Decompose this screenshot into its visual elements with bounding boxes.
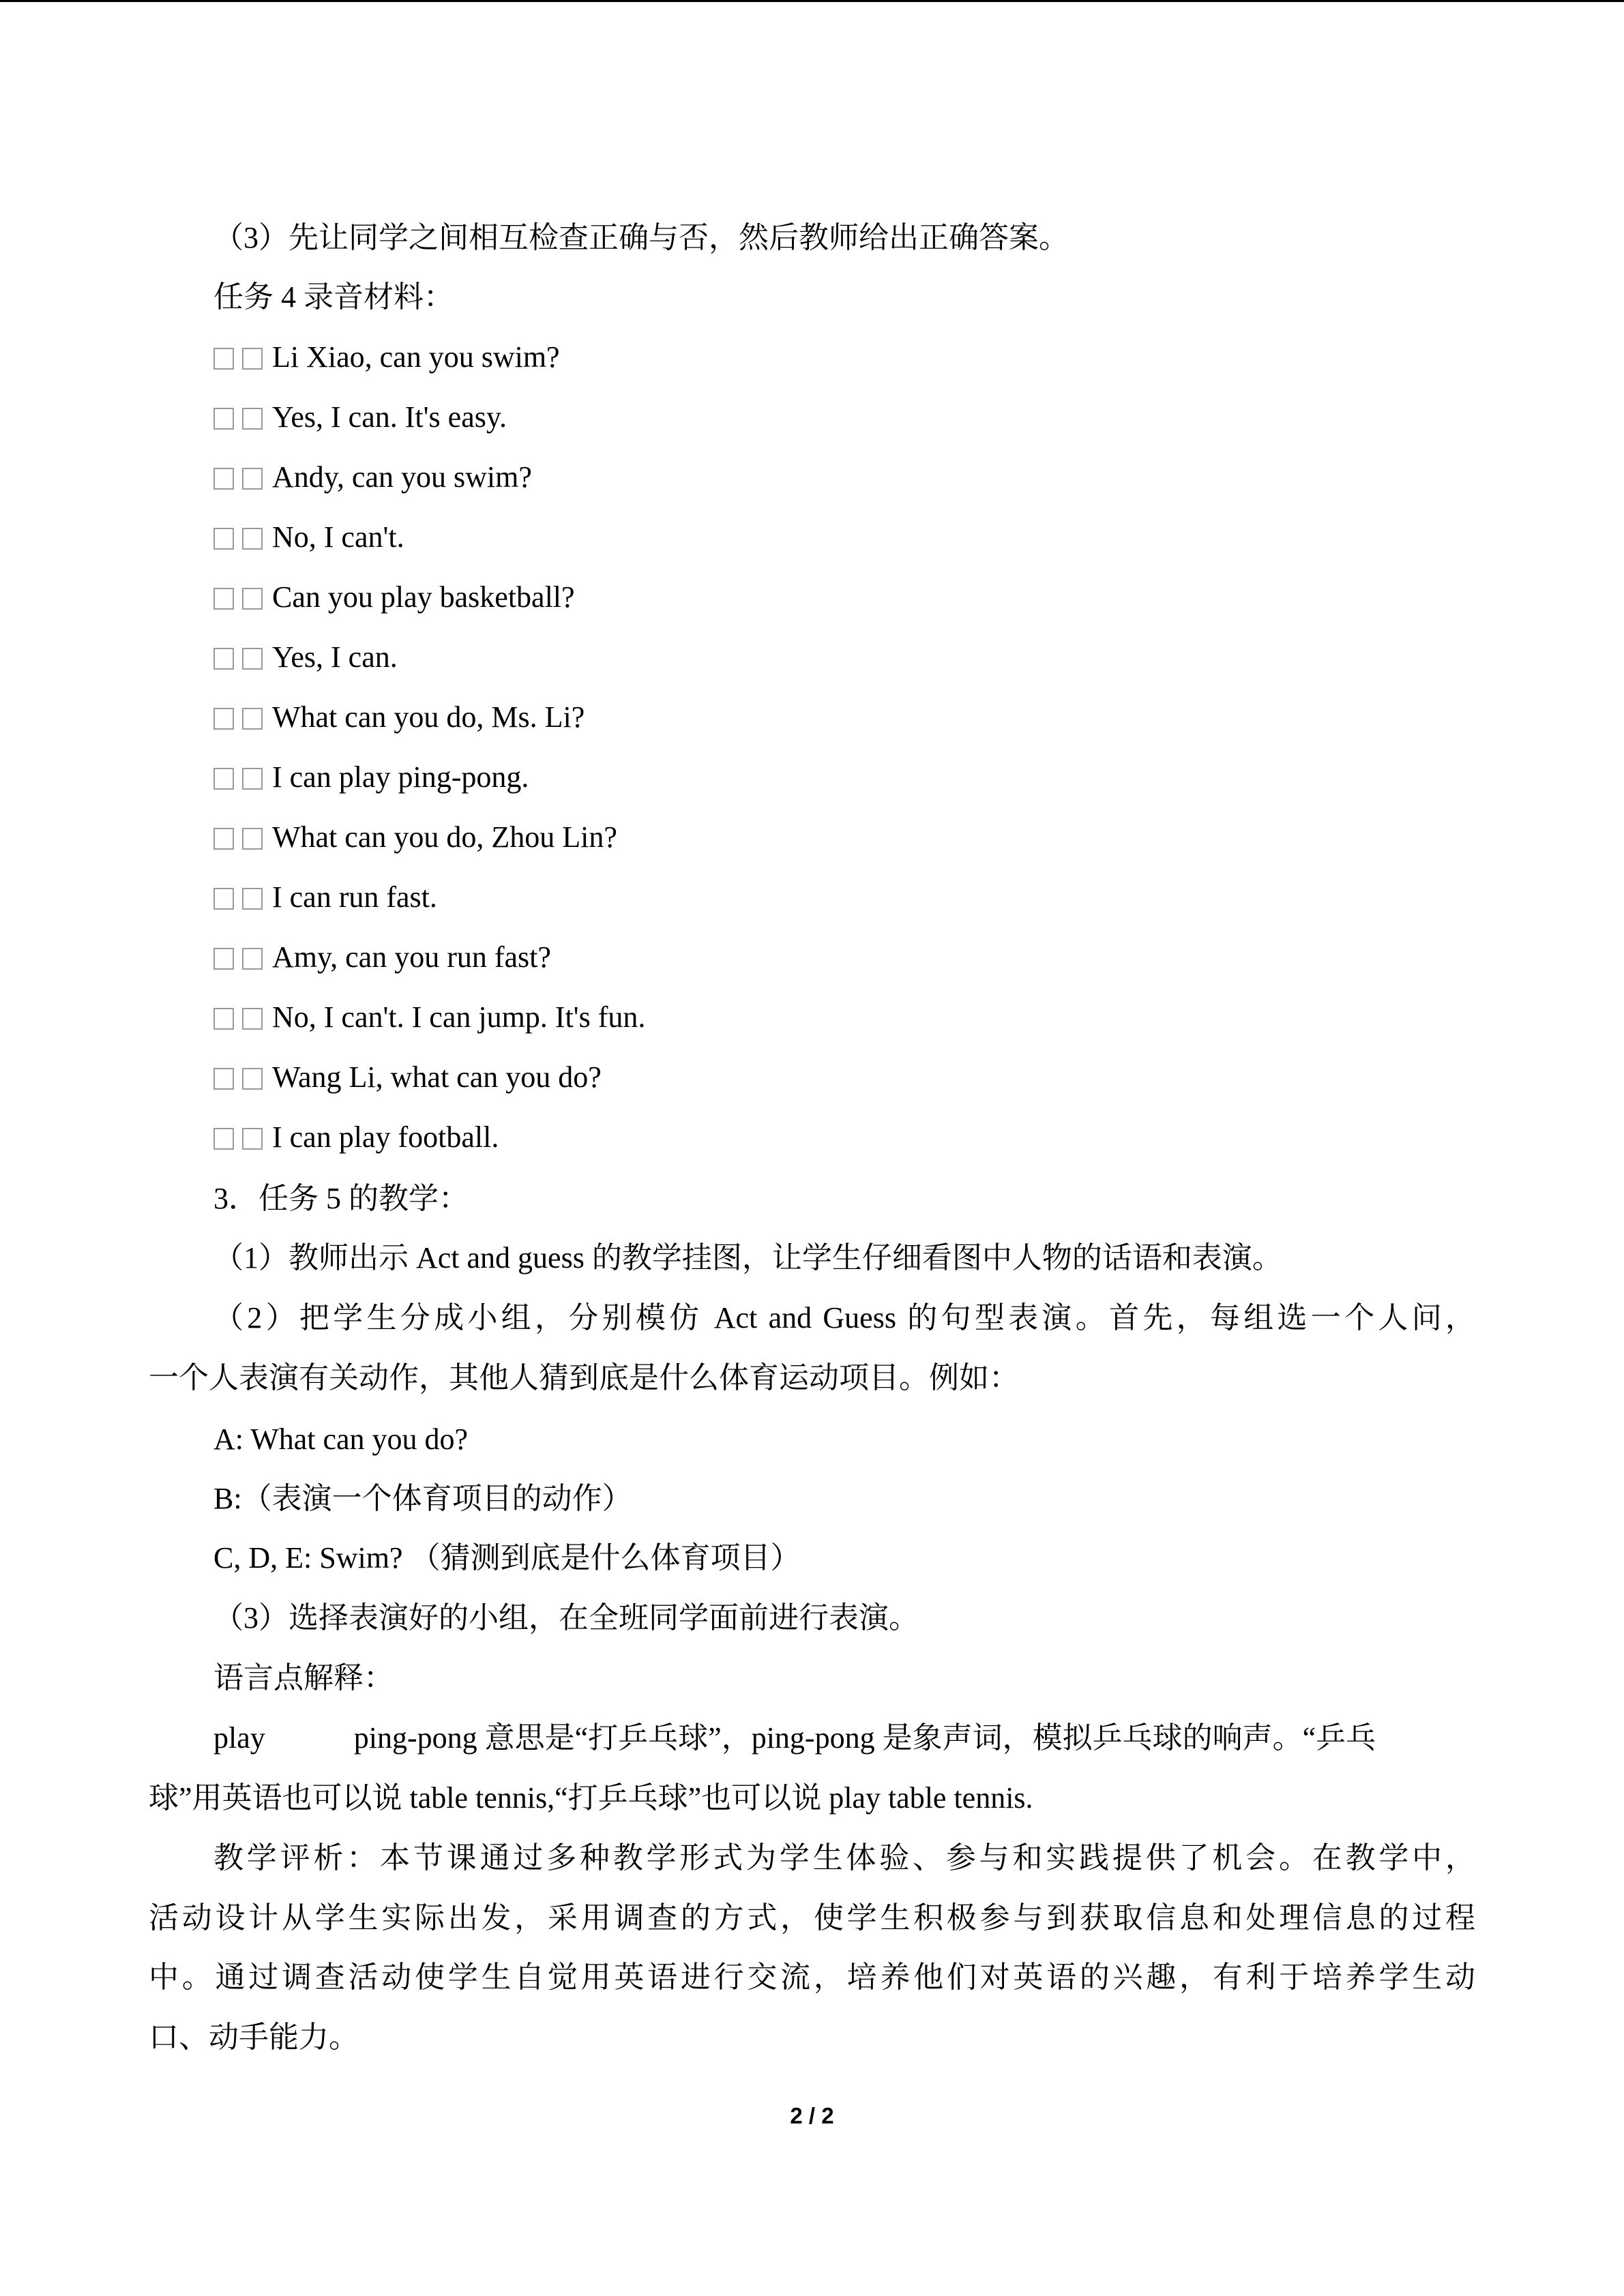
evaluation-line1: 教学评析：本节课通过多种教学形式为学生体验、参与和实践提供了机会。在教学中，: [213, 1841, 1475, 1875]
dialogue-line: [213, 1118, 499, 1157]
task5-step2-line1: （2）把学生分成小组，分别模仿 Act and Guess 的句型表演。首先，每组选一个人问，: [213, 1301, 1475, 1335]
speaker-placeholder-icon: [213, 338, 271, 376]
task5-heading: 3．任务 5 的教学：: [213, 1182, 469, 1215]
speaker-placeholder-icon: [213, 518, 271, 556]
dialogue-line: [213, 1058, 602, 1097]
dialogue-line: [213, 938, 551, 976]
dialogue-line: [213, 398, 507, 436]
dialogue-line: [213, 878, 437, 916]
speaker-placeholder-icon: [213, 998, 271, 1037]
page-number: 2 / 2: [790, 2103, 834, 2128]
evaluation-line2: 活动设计从学生实际出发，采用调查的方式，使学生积极参与到获取信息和处理信息的过程: [149, 1901, 1475, 1935]
language-point-line2: 球”用英语也可以说 table tennis,“打乒乓球”也可以说 play table tennis.: [149, 1781, 1033, 1815]
example-line-c: C, D, E: Swim? （猜测到底是什么体育项目）: [213, 1541, 801, 1575]
dialogue-line: [213, 338, 560, 376]
step3-check-text: （3）先让同学之间相互检查正确与否，然后教师给出正确答案。: [213, 221, 1069, 254]
speaker-placeholder-icon: [213, 578, 271, 616]
evaluation-line4: 口、动手能力。: [149, 2021, 359, 2054]
dialogue-line: [213, 698, 585, 736]
dialogue-text: No, I can't.: [272, 520, 404, 554]
task5-step2-line2: 一个人表演有关动作，其他人猜到底是什么体育运动项目。例如：: [149, 1361, 1019, 1395]
language-point-line1: [213, 1719, 1376, 1757]
dialogue-text: What can you do, Ms. Li?: [272, 700, 585, 734]
speaker-placeholder-icon: [213, 398, 271, 436]
dialogue-text: What can you do, Zhou Lin?: [272, 820, 617, 854]
language-point-line1-rest: ping-pong 意思是“打乒乓球”，ping-pong 是象声词，模拟乒乓球的响声。“乒乓: [353, 1721, 1376, 1755]
speaker-placeholder-icon: [213, 638, 271, 676]
dialogue-line: [213, 638, 398, 676]
dialogue-text: Can you play basketball?: [272, 580, 575, 614]
example-line-b: B:（表演一个体育项目的动作）: [213, 1482, 632, 1515]
speaker-placeholder-icon: [213, 878, 271, 916]
language-point-word: play: [213, 1721, 265, 1755]
dialogue-text: Wang Li, what can you do?: [272, 1060, 602, 1094]
dialogue-line: [213, 458, 532, 496]
dialogue-text: I can play ping-pong.: [272, 760, 529, 794]
dialogue-text: Li Xiao, can you swim?: [272, 340, 560, 374]
speaker-placeholder-icon: [213, 938, 271, 976]
dialogue-line: [213, 518, 404, 556]
speaker-placeholder-icon: [213, 758, 271, 796]
speaker-placeholder-icon: [213, 818, 271, 856]
dialogue-text: Yes, I can.: [272, 640, 398, 674]
dialogue-text: No, I can't. I can jump. It's fun.: [272, 1000, 646, 1034]
language-points-heading: 语言点解释：: [213, 1661, 394, 1695]
speaker-placeholder-icon: [213, 1118, 271, 1157]
task5-step3: （3）选择表演好的小组，在全班同学面前进行表演。: [213, 1601, 919, 1635]
dialogue-line: [213, 578, 575, 616]
speaker-placeholder-icon: [213, 1058, 271, 1097]
example-line-a: A: What can you do?: [213, 1422, 469, 1456]
dialogue-line: [213, 998, 645, 1037]
speaker-placeholder-icon: [213, 698, 271, 736]
dialogue-line: [213, 818, 617, 856]
dialogue-text: I can run fast.: [272, 880, 437, 914]
dialogue-line: [213, 758, 529, 796]
task4-heading: 任务 4 录音材料：: [213, 280, 454, 314]
task5-step1: （1）教师出示 Act and guess 的教学挂图，让学生仔细看图中人物的话语和表演。: [213, 1241, 1282, 1274]
speaker-placeholder-icon: [213, 458, 271, 496]
dialogue-text: I can play football.: [272, 1120, 499, 1154]
evaluation-line3: 中。通过调查活动使学生自觉用英语进行交流，培养他们对英语的兴趣，有利于培养学生动: [149, 1960, 1475, 1994]
dialogue-text: Yes, I can. It's easy.: [272, 400, 507, 434]
dialogue-text: Amy, can you run fast?: [272, 940, 551, 974]
dialogue-text: Andy, can you swim?: [272, 460, 532, 494]
